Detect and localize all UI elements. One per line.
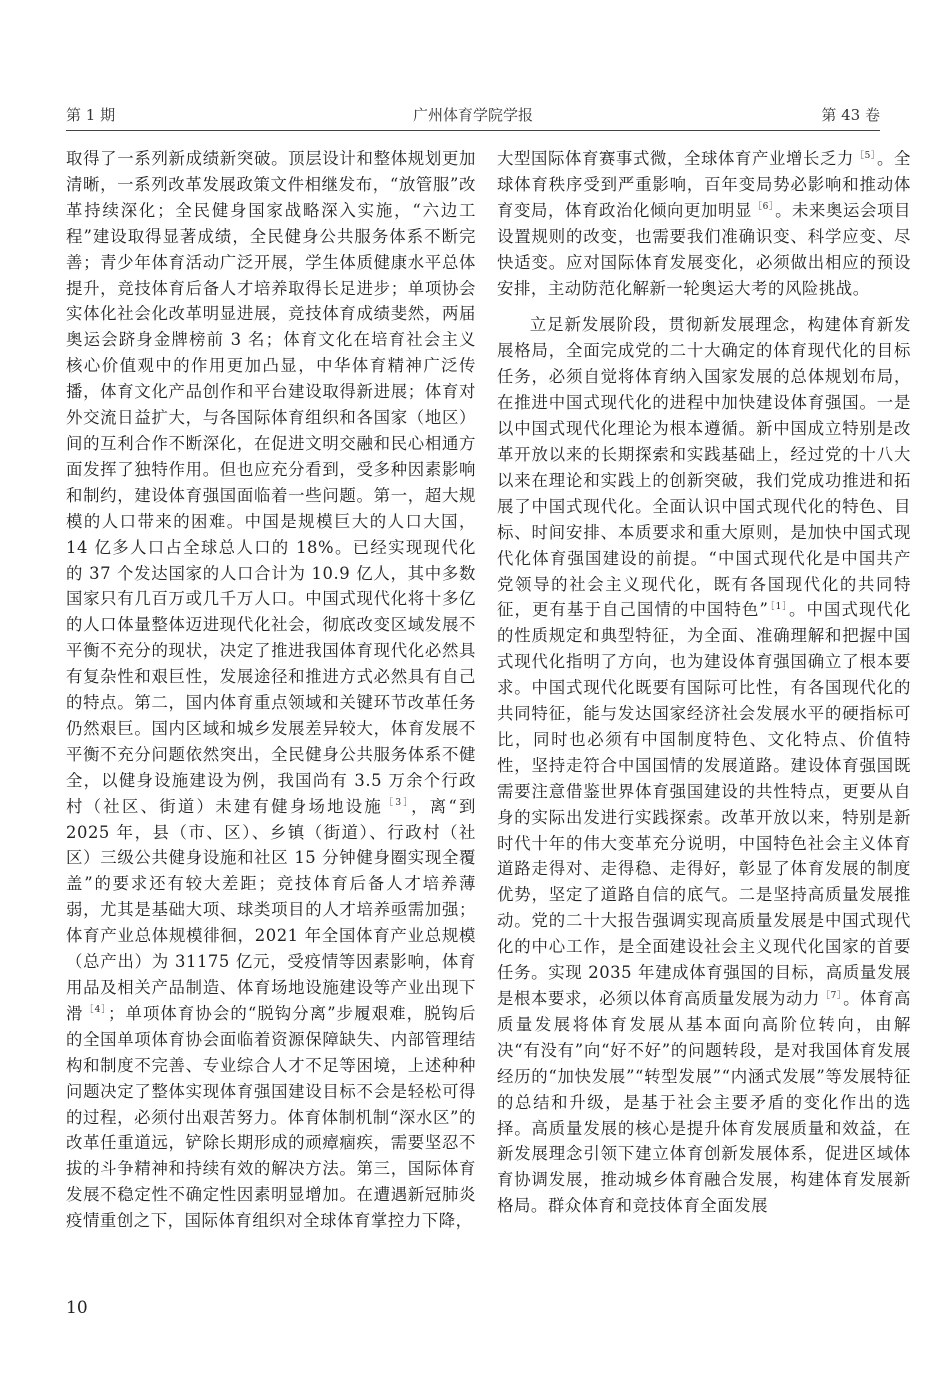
citation-6: ［6］ [753, 202, 775, 213]
left-column [66, 146, 476, 1286]
citation-4: ［4］ [84, 1005, 107, 1016]
text-run: 取得了一系列新成绩新突破。顶层设计和整体规划更加清晰，一系列改革发展政策文件相继发布，“放管服”改革持续深化；全民健身国家战略深入实施，“六边工程”建设取得显著成绩，全民健身公共服务体系不断完善；青少年体育活动广泛开展，学生体质健康水平总体提升，竞技体育后备人才培养取得长足进步；单项协会实体化社会化改革明显进展，竞技体育成绩斐然，两届奥运会跻身金牌榜前 3 名；体育文化在培育社会主义核心价值观中的作用更加凸显，中华体育精神广泛传播，体育文化产品创作和平台建设取得新进展；体育对外交流日益扩大，与各国际体育组织和各国家（地区）间的互利合作不断深化，在促进文明交融和民心相通方面发挥了独特作用。但也应充分看到，受多种因素影响和制约，建设体育强国面临着一些问题。第一，超大规模的人口带来的困难。中国是规模巨大的人口大国，14 亿多人口占全球总人口的 18%。已经实现现代化的 37 个发达国家的人口合计为 10.9 亿人，其中多数国家只有几百万或几千万人口。中国式现代化将十多亿的人口体量整体迈进现代化社会，彻底改变区域发展不平衡不充分的现状，决定了推进我国体育现代化必然具有复杂性和艰巨性，发展途径和推进方式必然具有自己的特点。第二，国内体育重点领域和关键环节改革任务仍然艰巨。国内区域和城乡发展差异较大，体育发展不平衡不充分问题依然突出，全民健身公共服务体系不健全，以健身设施建设为例，我国尚有 3.5 万余个行政村（社区、街道）未建有健身场地设施 [66, 149, 476, 816]
volume-number: 第 43 卷 [821, 106, 880, 124]
text-run: ；单项体育协会的“脱钩分离”步履艰难，脱钩后的全国单项体育协会面临着资源保障缺失、内部管理结构和制度不完善、专业综合人才不足等困境，上述种种问题决定了整体实现体育强国建设目标不会是轻松可得的过程，必须付出艰苦努力。体育体制机制“深水区”的改革任重道远，铲除长期形成的顽瘴痼疾，需要坚忍不拔的斗争精神和持续有效的解决方法。第三，国际体育发展不稳定性不确定性因素明显增加。在遭遇新冠肺炎疫情重创之下，国际体育组织对全球体育掌控力下降， [66, 1003, 476, 1231]
body-paragraph [497, 312, 911, 1219]
header-rule [66, 130, 880, 131]
text-run: 大型国际体育赛事式微，全球体育产业增长乏力 [497, 149, 854, 168]
issue-number: 第 1 期 [66, 106, 116, 124]
body-paragraph [66, 146, 476, 1234]
text-run: 。中国式现代化的性质规定和典型特征，为全面、准确理解和把握中国式现代化指明了方向，也为建设体育强国确立了根本要求。中国式现代化既要有国际可比性，有各国现代化的共同特征，能与发达国家经济社会发展水平的硬指标可比，同时也必须有中国制度特色、文化特点、价值特性，坚持走符合中国国情的发展道路。建设体育强国既需要注意借鉴世界体育强国建设的共性特点，更要从自身的实际出发进行实践探索。改革开放以来，特别是新时代十年的伟大变革充分说明，中国特色社会主义体育道路走得对、走得稳、走得好，彰显了体育发展的制度优势，坚定了道路自信的底气。二是坚持高质量发展推动。党的二十大报告强调实现高质量发展是中国式现代化的中心工作，是全面建设社会主义现代化国家的首要任务。实现 2035 年建成体育强国的目标，高质量发展是根本要求，必须以体育高质量发展为动力 [497, 600, 911, 1008]
text-run: 立足新发展阶段，贯彻新发展理念，构建体育新发展格局，全面完成党的二十大确定的体育现代化的目标任务，必须自觉将体育纳入国家发展的总体规划布局，在推进中国式现代化的进程中加快建设体育强国。一是以中国式现代化理论为根本遵循。新中国成立特别是改革开放以来的长期探索和实践基础上，经过党的十八大以来在理论和实践上的创新突破，我们党成功推进和拓展了中国式现代化。全面认识中国式现代化的特色、目标、时间安排、本质要求和重大原则，是加快中国式现代化体育强国建设的前提。“中国式现代化是中国共产党领导的社会主义现代化，既有各国现代化的共同特征，更有基于自己国情的中国特色” [497, 315, 911, 620]
text-run: 。未来奥运会项目设置规则的改变，也需要我们准确识变、科学应变、尽快适变。应对国际体育发展变化，必须做出相应的预设安排，主动防范化解新一轮奥运大考的风险挑战。 [497, 200, 911, 298]
running-header [66, 104, 880, 130]
body-paragraph [497, 146, 911, 301]
citation-3: ［3］ [384, 798, 411, 809]
text-run: 。全球体育秩序受到严重影响，百年变局势必影响和推动体育变局，体育政治化倾向更加明显 [497, 149, 911, 220]
citation-1: ［1］ [769, 601, 789, 612]
citation-7: ［7］ [821, 990, 843, 1001]
text-run: 。体育高质量发展将体育发展从基本面向高阶位转向，由解决“有没有”向“好不好”的问题转段，是对我国体育发展经历的“加快发展”“转型发展”“内涵式发展”等发展特征的总结和升级，是基于社会主要矛盾的变化作出的选择。高质量发展的核心是提升体育发展质量和效益，在新发展理念引领下建立体育创新发展体系，促进区域体育协调发展，推动城乡体育融合发展，构建体育发展新格局。群众体育和竞技体育全面发展 [497, 989, 911, 1216]
text-run: ，离“到 2025 年，县（市、区）、乡镇（街道）、行政村（社区）三级公共健身设施和社区 15 分钟健身圈实现全覆盖”的要求还有较大差距；竞技体育后备人才培养薄弱，尤其是基础大项、球类项目的人才培养亟需加强；体育产业总体规模徘徊，2021 年全国体育产业总规模（总产出）为 31175 亿元，受疫情等因素影响，体育用品及相关产品制造、体育场地设施建设等产业出现下滑 [66, 796, 476, 1023]
page-number: 10 [66, 1298, 88, 1318]
journal-title: 广州体育学院学报 [412, 106, 533, 124]
citation-5: ［5］ [854, 150, 877, 161]
right-column [497, 146, 911, 1286]
